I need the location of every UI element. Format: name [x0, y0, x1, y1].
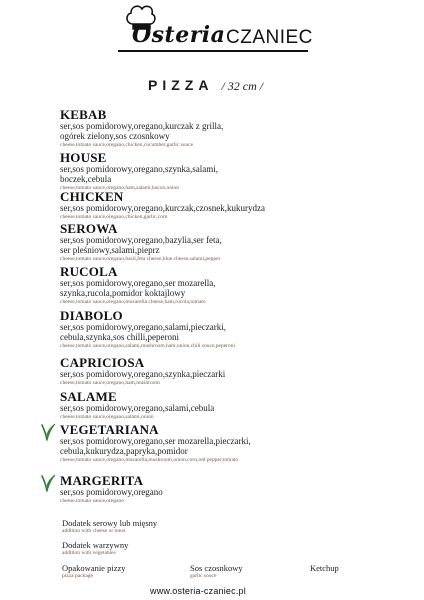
- pizza-name: VEGETARIANA: [60, 422, 159, 437]
- pizza-name: RUCOLA: [60, 264, 118, 279]
- addon-label: Ketchup: [310, 563, 339, 573]
- addon-ketchup: [310, 564, 339, 573]
- pizza-ingredients-pl: ser,sos pomidorowy,oregano,szynka,pieczarki: [60, 369, 226, 379]
- logo-underline: [118, 50, 308, 52]
- pizza-ingredients-pl: ser,sos pomidorowy,oregano,bazylia,ser feta, ser pleśniowy,salami,pieprz: [60, 235, 222, 255]
- pizza-vegetariana: [60, 423, 380, 464]
- addon-label-en: garlic souce: [190, 573, 217, 579]
- pizza-name: DIABOLO: [60, 308, 123, 323]
- pizza-name: HOUSE: [60, 150, 107, 165]
- pizza-ingredients-en: cheese,tomato sauce,oregano,chicken,cucumber,garlic souce: [60, 142, 194, 148]
- section-size: / 32 cm /: [221, 79, 264, 93]
- pizza-ingredients-en: cheese,tomato sauce,oregano: [60, 498, 124, 504]
- pizza-name: KEBAB: [60, 107, 107, 122]
- addon-label: Sos czosnkowy: [190, 563, 243, 573]
- website-link[interactable]: www.osteria-czaniec.pl: [150, 586, 246, 596]
- vegetarian-leaf-icon: [40, 474, 56, 492]
- pizza-name: CAPRICIOSA: [60, 355, 145, 370]
- section-title-text: PIZZA: [148, 77, 214, 93]
- pizza-ingredients-en: cheese,tomato sauce,oregano,salami,onion: [60, 414, 154, 420]
- pizza-ingredients-en: cheese,tomato sauce,oregano,ham,salami,bacon,onion: [60, 185, 179, 191]
- pizza-ingredients-pl: ser,sos pomidorowy,oregano: [60, 487, 163, 497]
- pizza-capriciosa: [60, 356, 380, 387]
- pizza-name: SEROWA: [60, 221, 118, 236]
- pizza-ingredients-pl: ser,sos pomidorowy,oregano,ser mozarella,pieczarki, cebula,kukurydza,papryka,pomidor: [60, 436, 251, 456]
- addon-vegetables: [62, 541, 128, 557]
- pizza-ingredients-en: cheese,tomato sauce,oregano,basil,feta cheese,blue cheese,salami,pepper: [60, 256, 221, 262]
- addon-pizza-package: [62, 564, 126, 580]
- logo: [0, 0, 424, 60]
- addon-label-en: pizza package: [62, 573, 93, 579]
- addon-label-en: addition with cheese or meat: [62, 528, 126, 534]
- pizza-ingredients-pl: ser,sos pomidorowy,oregano,szynka,salami, boczek,cebula: [60, 164, 219, 184]
- vegetarian-leaf-icon: [40, 423, 56, 441]
- pizza-ingredients-en: cheese,tomato sauce,oregano,mozarella,mushroom,onion,corn,red pepper,tomato: [60, 457, 239, 463]
- pizza-serowa: [60, 222, 380, 263]
- pizza-ingredients-en: cheese,tomato sauce,oregano,chicken,garlic,corn: [60, 214, 168, 220]
- pizza-ingredients-pl: ser,sos pomidorowy,oregano,kurczak,czosnek,kukurydza: [60, 203, 265, 213]
- pizza-salame: [60, 390, 380, 421]
- pizza-ingredients-pl: ser,sos pomidorowy,oregano,salami,pieczarki, cebula,szynka,sos chilli,peperoni: [60, 322, 227, 342]
- pizza-kebab: [60, 108, 380, 149]
- pizza-ingredients-en: cheese,tomato sauce,oregano,ham,mushroom: [60, 380, 160, 386]
- addon-garlic-sauce: [190, 564, 243, 580]
- pizza-margerita: [60, 474, 380, 505]
- brand-suffix: CZANIEC: [226, 27, 313, 48]
- section-title: [148, 77, 263, 95]
- pizza-ingredients-pl: ser,sos pomidorowy,oregano,ser mozarella, szynka,rucola,pomidor koktajlowy: [60, 278, 216, 298]
- brand-script: Osteria: [132, 22, 226, 48]
- addon-label: Dodatek serowy lub mięsny: [62, 518, 158, 528]
- pizza-name: SALAME: [60, 389, 117, 404]
- addon-label: Opakowanie pizzy: [62, 563, 126, 573]
- pizza-ingredients-pl: ser,sos pomidorowy,oregano,kurczak z grilla, ogórek zielony,sos czosnkowy: [60, 121, 224, 141]
- pizza-chicken: [60, 190, 380, 221]
- addon-label: Dodatek warzywny: [62, 540, 129, 550]
- addon-label-en: addition with vegetables: [62, 550, 116, 556]
- pizza-ingredients-en: cheese,tomato sauce,oregano,mozarella cheese,ham,rucola,tomato: [60, 299, 206, 305]
- pizza-rucola: [60, 265, 380, 306]
- pizza-house: [60, 151, 380, 192]
- pizza-ingredients-en: cheese,tomato sauce,oregano,salami,mushroom,ham,onion,chili souce,peperoni: [60, 343, 236, 349]
- pizza-diabolo: [60, 309, 380, 350]
- pizza-name: CHICKEN: [60, 189, 124, 204]
- addon-cheese-meat: [62, 519, 157, 535]
- pizza-name: MARGERITA: [60, 473, 144, 488]
- pizza-ingredients-pl: ser,sos pomidorowy,oregano,salami,cebula: [60, 403, 215, 413]
